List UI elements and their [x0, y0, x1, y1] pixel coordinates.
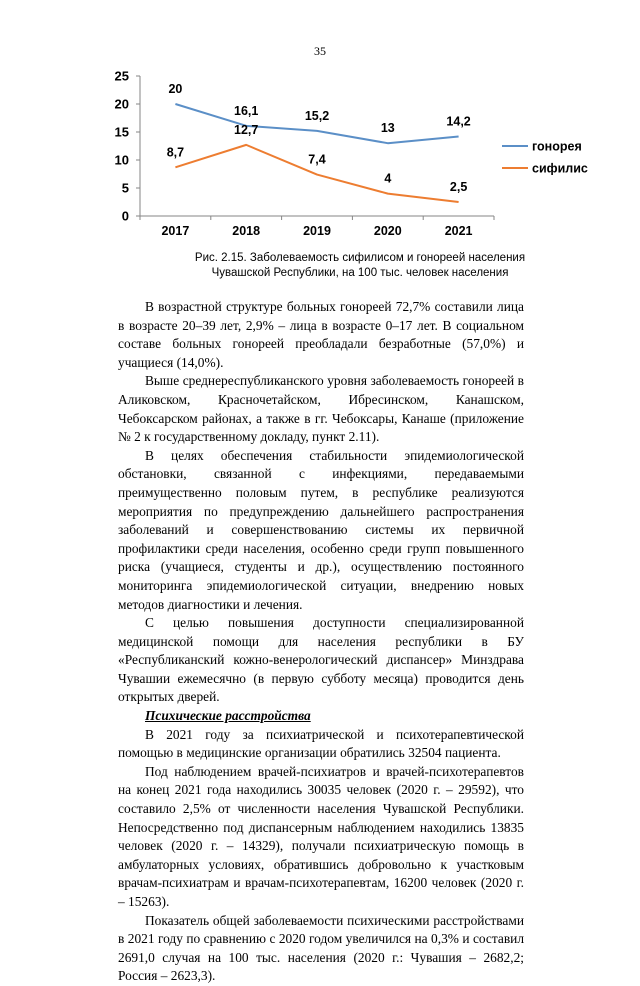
data-labels	[167, 82, 471, 194]
data-label: 8,7	[166, 145, 185, 160]
y-axis	[115, 69, 140, 224]
x-tick-label: 2018	[232, 224, 261, 238]
x-tick-label: 2021	[444, 224, 473, 238]
data-label: 4	[384, 171, 392, 186]
page-number: 35	[314, 44, 326, 58]
paragraph-open-days: С целью повышения доступности специализированной медицинской помощи для населения республики в БУ «Республиканский кожно-венерологический диспансер» Минздрава Чувашии ежемесячно (в первую субботу месяца) проводится день открытых дверей.	[118, 615, 524, 705]
caption-line-1: Рис. 2.15. Заболеваемость сифилисом и гонореей населения	[194, 252, 526, 264]
y-tick-label: 10	[114, 152, 129, 168]
paragraph-observation: Под наблюдением врачей-психиатров и врачей-психотерапевтов на конец 2021 года находились 30035 человек (2020 г. – 29592), что составило 2,5% от численности населения Чувашской Республики. Непосредственно под диспансерным наблюдением находились 13835 человек (2020 г. – 14329), получали психиатрическую помощь в амбулаторных условиях, обратившись добровольно к участковым врачам-психиатрам и врачам-психотерапевтам, 16200 человек (2020 г. – 15263).	[118, 763, 524, 909]
paragraph-gonorrhea-districts: Выше среднереспубликанского уровня заболеваемость гонореей в Аликовском, Красночетайском, Ибресинском, Канашском, Чебоксарском районах, а также в гг. Чебоксары, Канаше (приложение № 2 к государственному докладу, пункт 2.11).	[118, 373, 524, 445]
data-label: 15,2	[304, 108, 330, 123]
y-tick-label: 5	[121, 180, 129, 196]
data-label: 13	[380, 121, 395, 136]
y-tick-label: 0	[121, 208, 129, 224]
y-tick-label: 25	[114, 68, 129, 84]
x-tick-label: 2020	[373, 224, 402, 238]
caption-line-2: Чувашской Республики, на 100 тыс. человек населения	[211, 267, 509, 279]
legend	[502, 140, 588, 176]
body-text	[118, 298, 524, 986]
x-tick-label: 2017	[161, 224, 190, 238]
legend-label: сифилис	[532, 161, 588, 176]
data-label: 16,1	[234, 103, 259, 118]
paragraph-patients-count: В 2021 году за психиатрической и психотерапевтической помощью в медицинские организации обратились 32504 пациента.	[118, 726, 524, 761]
data-label: 7,4	[308, 152, 326, 167]
legend-label: гонорея	[532, 139, 582, 154]
paragraph-morbidity-rate: Показатель общей заболеваемости психическими расстройствами в 2021 году по сравнению с 2020 годом увеличился на 0,3% и составил 2691,0 случая на 100 тыс. населения (2020 г.: Чувашия – 2682,2; Россия – 2623,3).	[118, 912, 524, 984]
x-axis	[140, 216, 494, 238]
y-tick-label: 20	[114, 96, 129, 112]
data-label: 12,7	[234, 122, 259, 137]
y-tick-label: 15	[114, 124, 129, 140]
data-label: 2,5	[449, 180, 468, 194]
paragraph-prevention-measures: В целях обеспечения стабильности эпидемиологической обстановки, связанной с инфекциями, передаваемыми преимущественно половым путем, в республике реализуются мероприятия по предупреждению дальнейшего распространения заболеваний и совершенствованию системы их первичной профилактики среди населения, особенно среди групп повышенного риска (учащиеся, студенты и др.), осуществлению постоянного мониторинга эпидемиологической ситуации, внедрению новых методов диагностики и лечения.	[118, 447, 524, 612]
paragraph-gonorrhea-age: В возрастной структуре больных гонореей 72,7% составили лица в возрасте 20–39 лет, 2,9% – лица в возрасте 0–17 лет. В социальном составе больных гонореей преобладали безработные (57,0%) и учащиеся (14,0%).	[118, 299, 524, 370]
x-tick-label: 2019	[303, 224, 331, 238]
line-chart	[0, 0, 640, 250]
figure-caption	[60, 251, 640, 281]
data-label: 14,2	[446, 114, 471, 129]
data-label: 20	[168, 82, 183, 96]
section-heading-mental-disorders: Психические расстройства	[145, 708, 311, 724]
